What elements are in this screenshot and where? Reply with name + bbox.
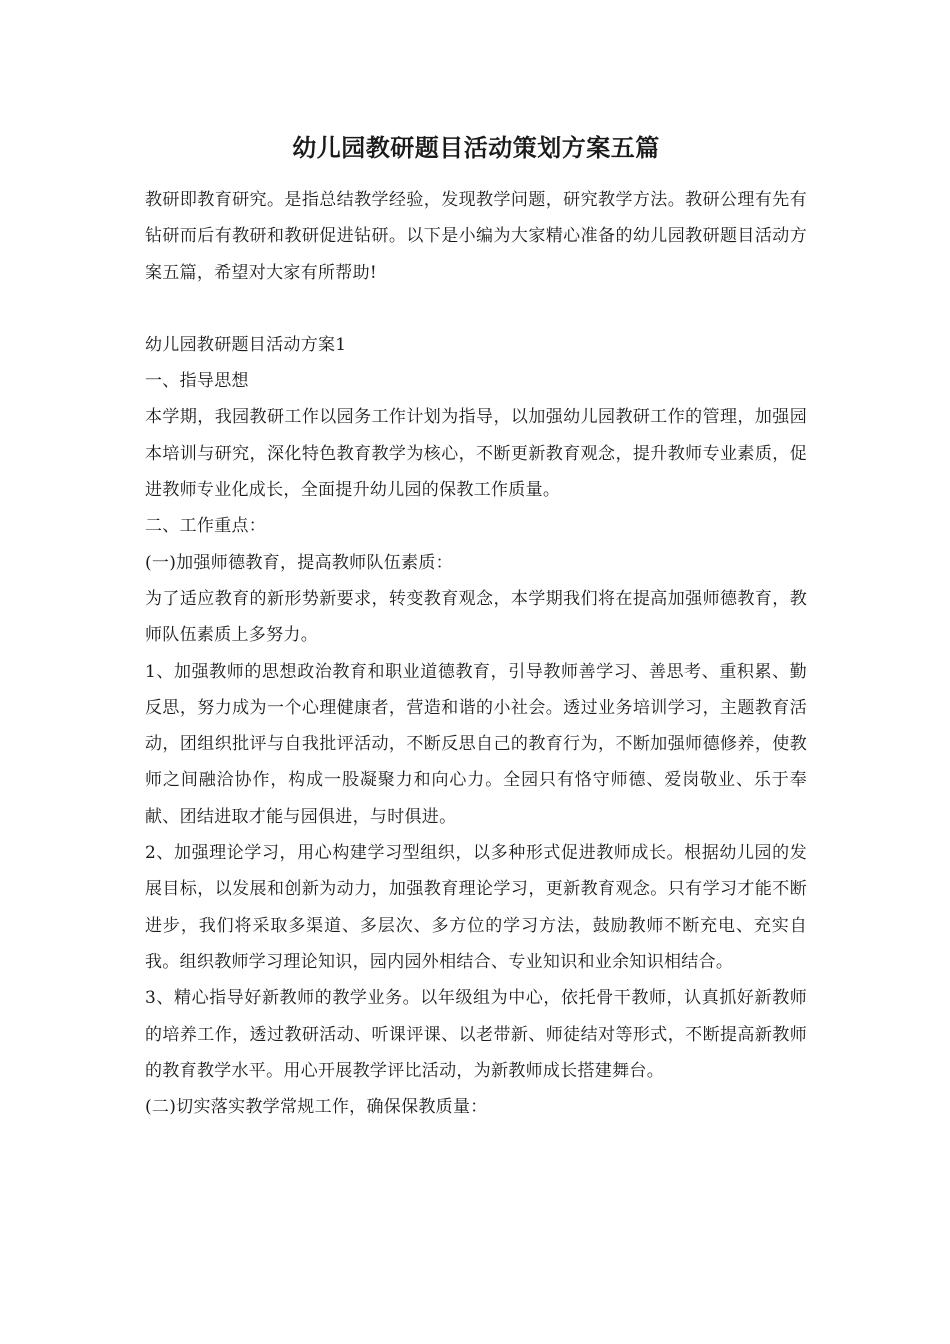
heading-guiding-idea: 一、指导思想	[145, 371, 249, 392]
list-item-1: 1、加强教师的思想政治教育和职业道德教育，引导教师善学习、善思考、重积累、勤反思，努力成为一个心理健康者，营造和谐的小社会。透过业务培训学习，主题教育活动，团组织批评与自我批评活动，不断反思自己的教育行为，不断加强师德修养，使教师之间融洽协作，构成一股凝聚力和向心力。全园只有恪守师德、爱岗敬业、乐于奉献、团结进取才能与园俱进，与时俱进。	[145, 661, 807, 827]
list-item-2: 2、加强理论学习，用心构建学习型组织，以多种形式促进教师成长。根据幼儿园的发展目标，以发展和创新为动力，加强教育理论学习，更新教育观念。只有学习才能不断进步，我们将采取多渠道、多层次、多方位的学习方法，鼓励教师不断充电、充实自我。组织教师学习理论知识，园内园外相结合、专业知识和业余知识相结合。	[145, 843, 807, 972]
subheading-teacher-ethics: (一)加强师德教育，提高教师队伍素质：	[145, 552, 453, 573]
subheading-teaching-routine: (二)切实落实教学常规工作，确保保教质量：	[145, 1097, 488, 1118]
heading-work-focus: 二、工作重点：	[145, 516, 267, 537]
body-paragraph: 本学期，我园教研工作以园务工作计划为指导，以加强幼儿园教研工作的管理，加强园本培训与研究，深化特色教育教学为核心，不断更新教育观念，提升教师专业素质，促进教师专业化成长，全面提升幼儿园的保教工作质量。	[145, 407, 807, 501]
document-page	[145, 128, 807, 1125]
paragraph-gap	[145, 291, 807, 327]
section-heading-plan-1: 幼儿园教研题目活动方案1	[145, 334, 347, 355]
document-title: 幼儿园教研题目活动策划方案五篇	[292, 133, 660, 162]
body-paragraph: 为了适应教育的新形势新要求，转变教育观念，本学期我们将在提高加强师德教育，教师队伍素质上多努力。	[145, 588, 807, 646]
intro-paragraph: 教研即教育研究。是指总结教学经验，发现教学问题，研究教学方法。教研公理有先有钻研而后有教研和教研促进钻研。以下是小编为大家精心准备的幼儿园教研题目活动方案五篇，希望对大家有所帮助!	[145, 190, 807, 283]
list-item-3: 3、精心指导好新教师的教学业务。以年级组为中心，依托骨干教师，认真抓好新教师的培养工作，透过教研活动、听课评课、以老带新、师徒结对等形式，不断提高新教师的教育教学水平。用心开展教学评比活动，为新教师成长搭建舞台。	[145, 988, 807, 1081]
